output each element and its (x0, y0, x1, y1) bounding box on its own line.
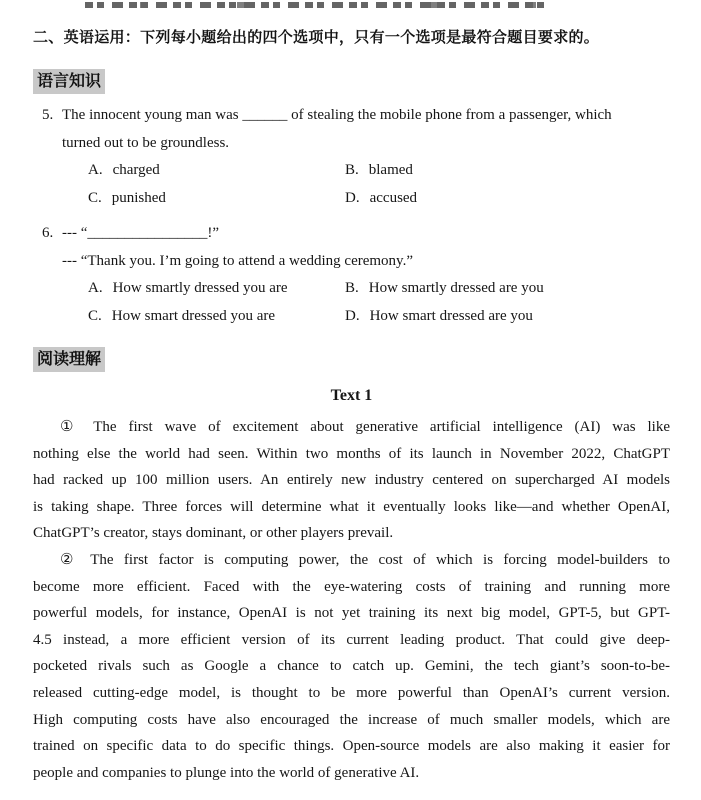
passage-line: ② The first factor is computing power, the cost of which is forcing model-builders to (60, 551, 670, 568)
question-6-line-1 (33, 220, 670, 248)
question-6-line-2: --- “Thank you. I’m going to attend a wedding ceremony.” (62, 252, 413, 269)
option-key: B. (345, 162, 359, 178)
question-5-options (88, 157, 670, 212)
passage-line: 4.5 instead, a more efficient version of its current leading product. That could give deep- (33, 631, 670, 648)
question-5-option-d (345, 185, 670, 213)
option-text: How smartly dressed you are (112, 280, 288, 296)
option-key: A. (88, 162, 103, 178)
option-key: D. (345, 189, 360, 206)
question-5 (33, 102, 670, 157)
passage-line: powerful models, for instance, OpenAI is not yet training its next big model, GPT-5, but GPT- (33, 605, 670, 622)
option-text: accused (369, 189, 418, 206)
passage-line: become more efficient. Faced with the eye-watering costs of training and running more (33, 578, 670, 595)
question-5-option-c (88, 185, 345, 213)
question-6-options (88, 275, 670, 330)
question-5-option-b (345, 157, 670, 185)
option-key: C. (88, 189, 102, 206)
question-5-number: 5. (42, 107, 54, 123)
question-5-line-1 (33, 102, 670, 130)
question-6-stem: --- “________________!” (62, 225, 220, 241)
reading-passage (33, 414, 670, 786)
option-text: charged (112, 162, 160, 178)
section-heading: 二、英语运用：下列每小题给出的四个选项中，只有一个选项是最符合题目要求的。 (33, 29, 600, 46)
question-6-option-c (88, 303, 345, 331)
passage-line: had racked up 100 million users. An entirely new industry centered on supercharged AI models (33, 472, 670, 489)
option-key: C. (88, 307, 102, 324)
question-6-option-b (345, 275, 670, 303)
passage-line: ① The first wave of excitement about generative artificial intelligence (AI) was like (60, 419, 670, 435)
passage-line: High computing costs have also encouraged the increase of much smaller models, which are (33, 711, 670, 728)
option-key: D. (345, 307, 360, 324)
question-6-number: 6. (42, 225, 54, 241)
option-text: How smart dressed you are (111, 307, 276, 324)
question-6-option-d (345, 303, 670, 331)
passage-line: ChatGPT’s creator, stays dominant, or other players prevail. (33, 525, 394, 542)
passage-line: trained on specific data to do specific things. Open-source models are also making it easier for (33, 738, 670, 755)
label-reading-comprehension: 阅读理解 (33, 347, 105, 372)
option-text: punished (111, 189, 166, 206)
question-5-stem: The innocent young man was ______ of stealing the mobile phone from a passenger, which (62, 107, 612, 123)
passage-line: pocketed rivals such as Google a chance to catch up. Gemini, the tech giant’s soon-to-be- (33, 658, 670, 675)
option-key: B. (345, 280, 359, 296)
label-language-knowledge: 语言知识 (33, 69, 105, 94)
option-key: A. (88, 280, 103, 296)
passage-line: nothing else the world had seen. Within two months of its launch in November 2022, ChatGPT (33, 445, 670, 462)
question-6-option-a (88, 275, 345, 303)
passage-line: people and companies to plunge into the world of generative AI. (33, 764, 420, 781)
question-6 (33, 220, 670, 275)
option-text: How smart dressed are you (369, 307, 533, 324)
option-text: How smartly dressed are you (368, 280, 544, 296)
question-5-option-a (88, 157, 345, 185)
option-text: blamed (368, 162, 413, 178)
reading-text-title: Text 1 (330, 387, 373, 404)
cropped-previous-line (85, 2, 545, 8)
question-5-line-2: turned out to be groundless. (62, 134, 230, 151)
passage-line: released cutting-edge model, is thought to be more powerful than OpenAI’s current version. (33, 684, 670, 701)
passage-line: is taking shape. Three forces will determine what it eventually looks like—and whether OpenAI, (33, 498, 670, 515)
